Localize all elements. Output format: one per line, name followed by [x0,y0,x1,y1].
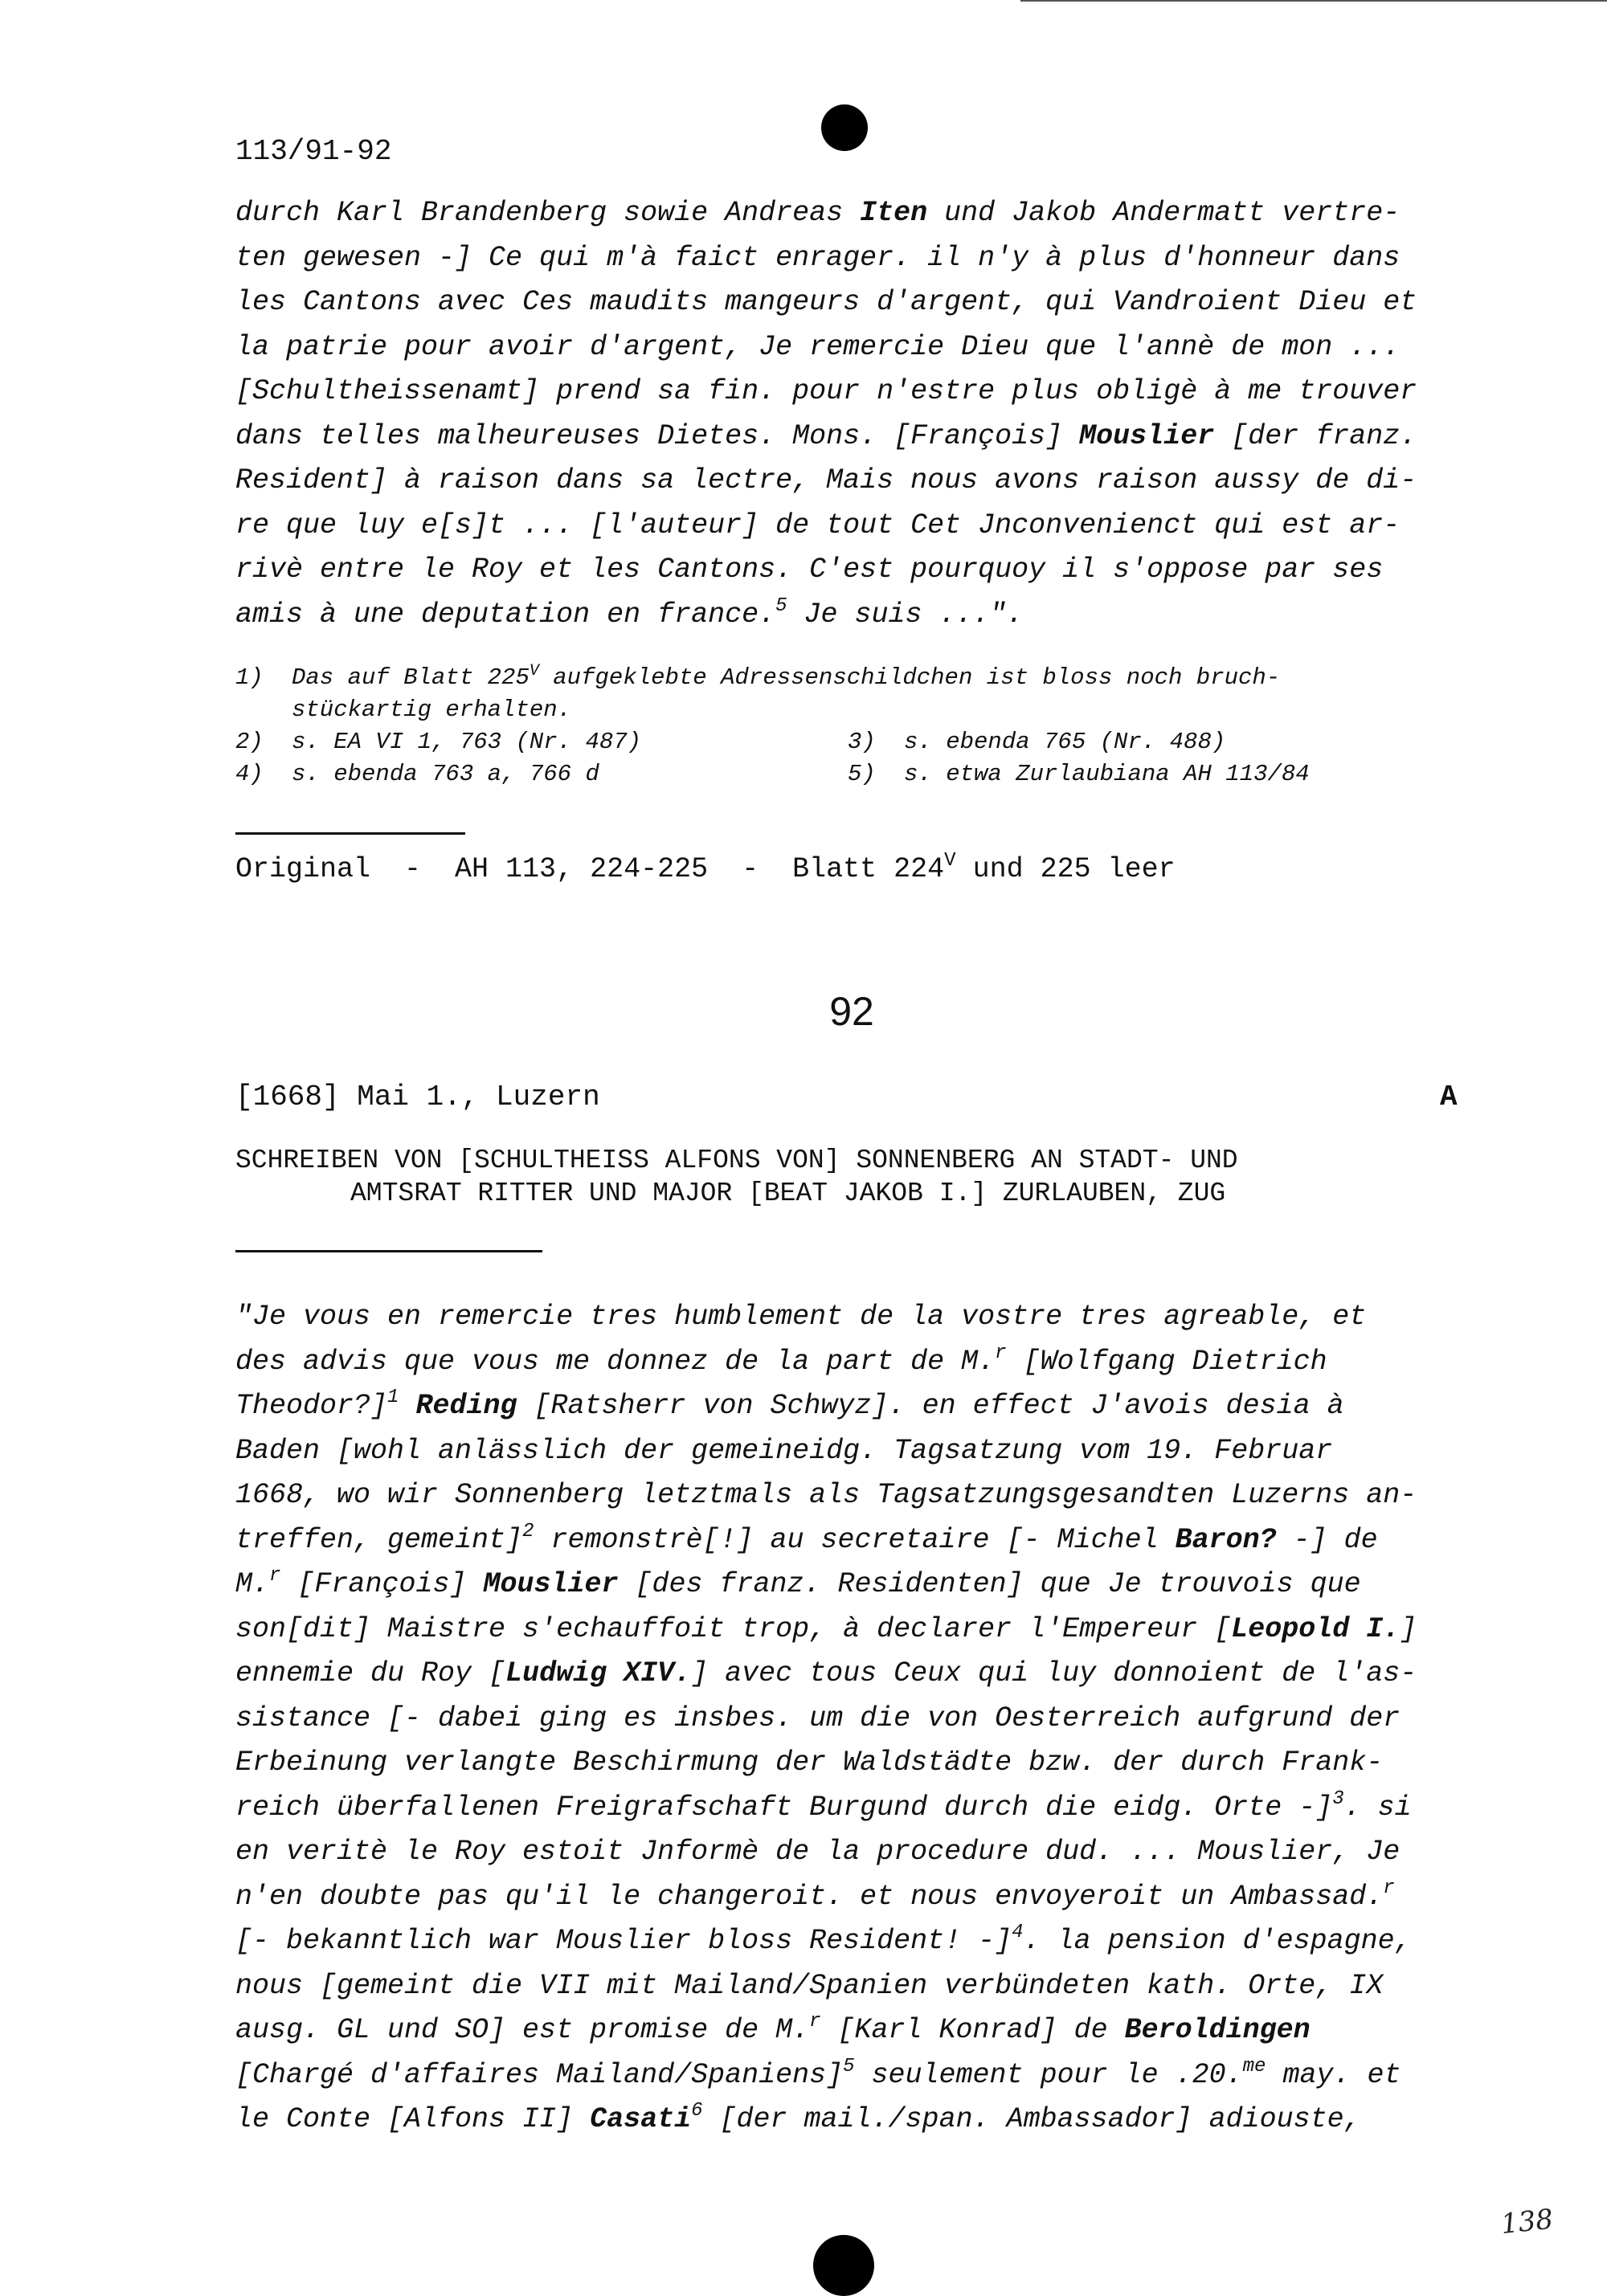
text-segment [399,1390,415,1422]
text-segment: [Wolfgang Dietrich [1006,1345,1327,1378]
page-reference: 113/91-92 [235,135,392,168]
footnote-number: 3) [848,729,876,755]
text-segment: Erbeinung verlangte Beschirmung der Waldstädte bzw. der durch Frank- [235,1747,1384,1779]
text-segment: ] avec tous Ceux qui luy donnoient de l'as- [691,1657,1417,1689]
text-segment: en veritè le Roy estoit Jnformè de la procedure dud. ... Mouslier, Je [235,1836,1401,1868]
binder-hole-bottom [813,2235,874,2296]
text-line [235,325,1489,370]
text-line [235,1697,1489,1742]
source-text: Original - AH 113, 224-225 - Blatt 224 [235,853,945,885]
text-segment: ausg. GL und SO] est promise de M. [235,2014,810,2046]
text-segment: Theodor?] [235,1390,388,1422]
letter-92-text [235,1295,1489,2143]
text-segment: ten gewesen -] Ce qui m'à faict enrager. il n'y à plus d'honneur dans [235,241,1401,274]
text-segment: rivè entre le Roy et les Cantons. C'est pourquoy il s'oppose par ses [235,554,1384,586]
bold-name: Beroldingen [1124,2014,1311,2046]
text-segment: . si [1343,1791,1412,1824]
text-line [235,1473,1489,1518]
superscript: r [1383,1877,1395,1899]
superscript: 3 [1332,1787,1344,1810]
text-line [235,370,1489,415]
text-segment: amis à une deputation en france. [235,598,776,631]
text-segment: des advis que vous me donnez de la part de M. [235,1345,996,1378]
footnote-text: aufgeklebte Adressenschildchen ist bloss noch bruch- [538,664,1281,691]
superscript: 1 [387,1387,399,1408]
bold-name: Reding [415,1390,517,1422]
text-segment: 1668, wo wir Sonnenberg letztmals als Tagsatzungsgesandten Luzerns an- [235,1479,1417,1511]
text-segment: [Ratsherr von Schwyz]. en effect J'avois desia à [517,1390,1344,1422]
text-segment: [Karl Konrad] de [820,2014,1125,2046]
footnote-number: 1) [235,664,264,691]
superscript: me [1242,2055,1266,2077]
text-segment: ennemie du Roy [ [235,1657,506,1689]
text-segment: la patrie pour avoir d'argent, Je remercie Dieu que l'annè de mon ... [235,330,1401,363]
text-line [235,1919,1489,1964]
text-segment: [- bekanntlich war Mouslier bloss Resident! -] [235,1925,1012,1957]
heading-line-1: SCHREIBEN VON [SCHULTHEISS ALFONS VON] SONNENBERG AN STADT- UND [235,1146,1238,1175]
footnote-1-continuation: stückartig erhalten. [292,697,572,723]
text-line [235,1741,1489,1786]
text-line [235,1295,1489,1340]
footnote-number: 2) [235,729,264,755]
text-line [235,1786,1489,1831]
heading-line-2: AMTSRAT RITTER UND MAJOR [BEAT JAKOB I.] ZURLAUBEN, ZUG [350,1179,1226,1208]
superscript: r [995,1342,1007,1364]
heading-divider [235,1250,542,1252]
text-segment: re que luy e[s]t ... [l'auteur] de tout Cet Jnconvenienct qui est ar- [235,509,1401,541]
source-text: und 225 leer [955,853,1176,885]
text-segment: . la pension d'espagne, [1023,1925,1412,1957]
footnote-text: s. EA VI 1, 763 (Nr. 487) [292,729,642,755]
text-segment: "Je vous en remercie tres humblement de la vostre tres agreable, et [235,1301,1367,1333]
text-line [235,1875,1489,1920]
text-line [235,280,1489,325]
superscript: 6 [691,2100,703,2122]
folio-text: 138 [1499,2203,1555,2241]
superscript: r [269,1565,281,1587]
classification-letter: A [1440,1081,1458,1113]
superscript: 4 [1012,1922,1024,1943]
text-line [235,1563,1489,1608]
text-segment: [der mail./span. Ambassador] adiouste, [702,2103,1361,2135]
text-line [235,2098,1489,2143]
text-line [235,1384,1489,1429]
footnote-superscript: V [529,662,539,680]
text-segment: durch Karl Brandenberg sowie Andreas [235,197,861,229]
text-segment: treffen, gemeint] [235,1523,523,1556]
text-line [235,415,1489,460]
footnote-text: s. etwa Zurlaubiana AH 113/84 [904,761,1310,787]
text-segment: Je suis ...". [787,598,1024,631]
text-line [235,2053,1489,2098]
handwritten-folio-number [1493,2201,1573,2241]
footnote-row [235,726,1489,758]
footnotes [235,662,1489,791]
text-segment: le Conte [Alfons II] [235,2103,591,2135]
footnote-text: s. ebenda 765 (Nr. 488) [904,729,1226,755]
bold-name: Casati [590,2103,692,2135]
text-segment: [Schultheissenamt] prend sa fin. pour n'estre plus obligè à me trouver [235,375,1417,407]
binder-hole-top [821,104,868,151]
bold-name: Iten [860,197,928,229]
text-line [235,191,1489,236]
text-segment: may. et [1266,2058,1401,2091]
footnote-text: Das auf Blatt 225 [292,664,530,691]
source-line [235,850,1176,885]
text-segment: Baden [wohl anlässlich der gemeineidg. Tagsatzung vom 19. Februar [235,1434,1333,1467]
text-segment: n'en doubte pas qu'il le changeroit. et nous envoyeroit un Ambassad. [235,1880,1384,1913]
text-line [235,593,1489,638]
text-line [235,1340,1489,1385]
text-line [235,236,1489,281]
bold-name: Leopold I. [1231,1612,1401,1645]
footnote-4 [235,758,848,791]
letter-91-text [235,191,1489,637]
document-number: 92 [829,989,874,1034]
text-segment: M. [235,1568,270,1600]
text-segment: les Cantons avec Ces maudits mangeurs d'argent, qui Vandroient Dieu et [235,286,1417,318]
section-divider [235,832,465,835]
text-segment: und Jakob Andermatt vertre- [927,197,1401,229]
footnote-number: 5) [848,761,876,787]
text-segment: [des franz. Residenten] que Je trouvois que [618,1568,1361,1600]
text-segment: [der franz. [1214,419,1417,452]
text-segment: Resident] à raison dans sa lectre, Mais nous avons raison aussy de di- [235,464,1417,496]
footnote-2 [235,726,848,758]
text-segment: seulement pour le .20. [854,2058,1243,2091]
text-segment: dans telles malheureuses Dietes. Mons. [François] [235,419,1080,452]
text-segment: [Chargé d'affaires Mailand/Spaniens] [235,2058,844,2091]
bold-name: Baron? [1175,1523,1277,1556]
superscript: 5 [775,594,787,617]
text-line [235,1518,1489,1563]
text-segment: ] [1400,1612,1417,1645]
superscript: 5 [843,2055,855,2077]
text-segment: [François] [280,1568,484,1600]
text-segment: son[dit] Maistre s'echauffoit trop, à declarer l'Empereur [ [235,1612,1232,1645]
text-line [235,459,1489,504]
footnote-3 [848,726,1460,758]
superscript: 2 [522,1520,534,1542]
bold-name: Mouslier [1079,419,1215,452]
superscript: r [809,2011,821,2032]
footnote-number: 4) [235,761,264,787]
text-line [235,1652,1489,1697]
text-line [235,548,1489,593]
bold-name: Ludwig XIV. [505,1657,692,1689]
text-segment: sistance [- dabei ging es insbes. um die von Oesterreich aufgrund der [235,1702,1401,1734]
text-line [235,2008,1489,2053]
bold-name: Mouslier [483,1568,619,1600]
top-border-line [1020,0,1607,2]
footnote-row [235,758,1489,791]
date-place: [1668] Mai 1., Luzern [235,1081,600,1113]
text-line [235,1964,1489,2009]
text-line [235,1830,1489,1875]
text-line [235,1429,1489,1474]
text-segment: nous [gemeint die VII mit Mailand/Spanien verbündeten kath. Orte, IX [235,1969,1384,2002]
footnote-5 [848,758,1460,791]
document-heading [235,1144,1489,1210]
footnote-1 [235,662,1489,694]
text-segment: remonstrè[!] au secretaire [- Michel [534,1523,1176,1556]
source-superscript: V [944,850,956,872]
footnote-text: s. ebenda 763 a, 766 d [292,761,599,787]
text-line [235,1608,1489,1653]
text-segment: -] de [1276,1523,1378,1556]
text-segment: reich überfallenen Freigrafschaft Burgund durch die eidg. Orte -] [235,1791,1333,1824]
text-line [235,504,1489,549]
